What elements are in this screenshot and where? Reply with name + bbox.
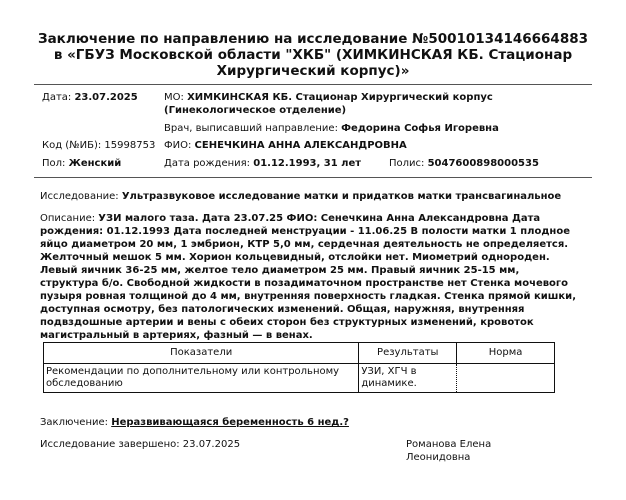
cell-indicator: Рекомендации по дополнительному или контрольному обследованию <box>44 364 359 393</box>
description-line-10: магистральный в артериях, фазный — в венах. <box>40 330 313 341</box>
divider-middle <box>34 177 592 178</box>
description-line-2: рождения: 01.12.1993 Дата последней менструации - 11.06.25 В полости матки 1 плодное <box>40 226 570 237</box>
mo-label: МО: <box>164 92 184 103</box>
completed-field <box>40 438 240 451</box>
description-line-4: Желточный мешок 5 мм. Хорион кольцевидный, отслойки нет. Миометрий однороден. <box>40 252 550 263</box>
title-line-1: Заключение по направлению на исследование №50010134146664883 <box>37 31 589 47</box>
completed-label: Исследование завершено: <box>40 439 180 450</box>
sex-label: Пол: <box>42 158 66 169</box>
doctor-value: Федорина Софья Игоревна <box>341 123 499 134</box>
fio-label: ФИО: <box>164 140 192 151</box>
code-field <box>42 139 155 152</box>
date-label: Дата: <box>42 92 72 103</box>
sex-value: Женский <box>68 158 122 169</box>
study-field <box>40 190 561 203</box>
study-value: Ультразвуковое исследование матки и придатков матки трансвагинальное <box>121 191 562 202</box>
policy-label: Полис: <box>389 158 425 169</box>
code-label: Код (№ИБ): <box>42 140 102 151</box>
date-field <box>42 91 138 104</box>
divider-top <box>34 84 592 85</box>
study-label: Исследование: <box>40 191 119 202</box>
signing-doctor-line1: Романова Елена <box>406 439 492 450</box>
conclusion-label: Заключение: <box>40 417 109 428</box>
description-line-7: пузыря ровная толщиной до 4 мм, внутренняя поверхность гладкая. Стенка прямой кишки, <box>40 291 576 302</box>
cell-result: УЗИ, ХГЧ в динамике. <box>359 364 457 393</box>
birth-value: 01.12.1993, 31 лет <box>253 158 362 169</box>
table-row <box>44 364 555 393</box>
description-line-1: Описание: УЗИ малого таза. Дата 23.07.25 ФИО: Сенечкина Анна Александровна Дата <box>40 213 541 224</box>
mo-value-line2: (Гинекологическое отделение) <box>164 105 347 116</box>
sex-field <box>42 157 121 170</box>
cell-norm <box>457 364 555 393</box>
date-value: 23.07.2025 <box>74 92 138 103</box>
signing-doctor-line2: Леонидовна <box>406 452 471 463</box>
mo-value-line1: ХИМКИНСКАЯ КБ. Стационар Хирургический корпус <box>187 92 493 103</box>
code-value: 15998753 <box>104 140 156 151</box>
description-line-3: яйцо диаметром 20 мм, 1 эмбрион, КТР 5,0 мм, сердечная деятельность не определяется. <box>40 239 569 250</box>
header-indicators: Показатели <box>44 343 359 364</box>
doctor-field <box>164 122 499 135</box>
policy-field <box>389 157 539 170</box>
description-line-8: доступная осмотру, без патологических изменений. Общая, наружняя, внутренняя <box>40 304 525 315</box>
policy-value: 5047600898000535 <box>427 158 539 169</box>
description-line-9: подвздошные артерии и вены с обеих сторон без структурных изменений, кровоток <box>40 317 534 328</box>
conclusion-value: Неразвивающаяся беременность 6 нед.? <box>111 417 349 428</box>
fio-value: СЕНЕЧКИНА АННА АЛЕКСАНДРОВНА <box>194 140 407 151</box>
fio-field <box>164 139 407 152</box>
doctor-label: Врач, выписавший направление: <box>164 123 338 134</box>
title-line-2: в «ГБУЗ Московской области "ХКБ" (ХИМКИНСКАЯ КБ. Стационар <box>53 47 573 63</box>
description-line-5: Левый яичник 36-25 мм, желтое тело диаметром 25 мм. Правый яичник 25-15 мм, <box>40 265 520 276</box>
document-title <box>30 31 596 79</box>
title-line-3: Хирургический корпус)» <box>216 63 410 79</box>
birth-label: Дата рождения: <box>164 158 251 169</box>
mo-field <box>164 91 493 104</box>
description-label: Описание: <box>40 213 96 224</box>
description-line-6: структура б/о. Свободной жидкости в позадиматочном пространстве нет Стенка мочевого <box>40 278 569 289</box>
table-header-row <box>44 343 555 364</box>
completed-date: 23.07.2025 <box>182 439 241 450</box>
conclusion-field <box>40 416 349 429</box>
description-block <box>40 212 596 342</box>
results-table <box>43 342 555 393</box>
header-results: Результаты <box>359 343 457 364</box>
birth-field <box>164 157 361 170</box>
header-norm: Норма <box>457 343 555 364</box>
